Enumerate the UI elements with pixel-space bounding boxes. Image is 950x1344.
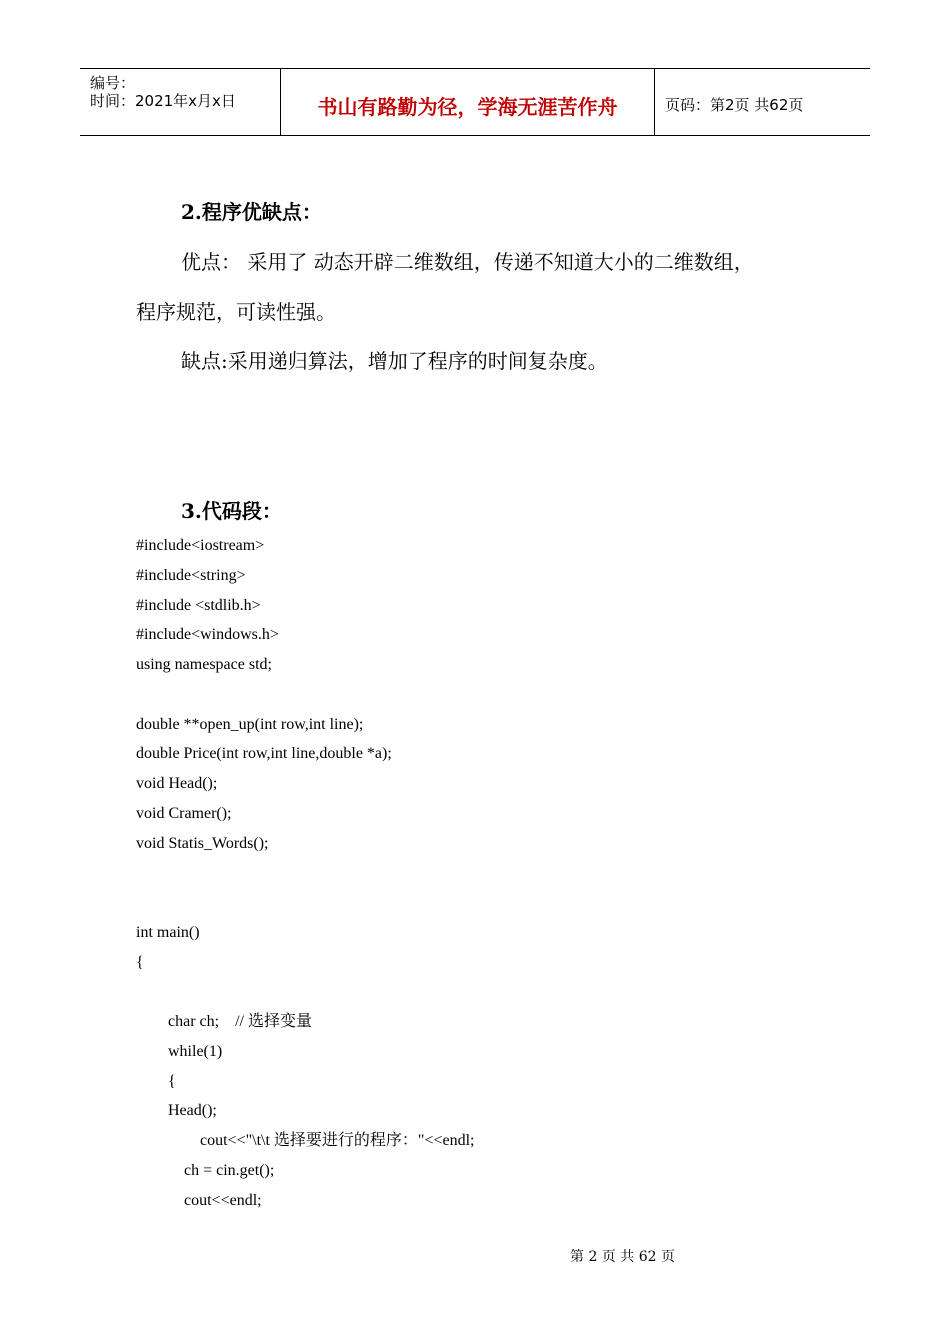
code-line: void Cramer(); bbox=[136, 804, 232, 822]
code-line: #include<windows.h> bbox=[136, 626, 279, 644]
code-line: #include<string> bbox=[136, 566, 246, 584]
code-line bbox=[136, 680, 836, 710]
code-line: void Head(); bbox=[136, 775, 218, 792]
page-header bbox=[80, 68, 870, 136]
section3-title: 3.代码段： bbox=[181, 499, 282, 523]
code-line bbox=[136, 858, 836, 888]
code-line: #include <stdlib.h> bbox=[136, 596, 261, 614]
code-line: ch = cin.get(); bbox=[136, 1161, 275, 1179]
code-line: using namespace std; bbox=[136, 656, 272, 673]
code-block bbox=[136, 531, 836, 1215]
code-line: int main() bbox=[136, 923, 200, 941]
pros-line-2: 程序规范，可读性强。 bbox=[136, 300, 336, 324]
code-line: #include<iostream> bbox=[136, 537, 265, 554]
section2-title: 2.程序优缺点： bbox=[181, 200, 322, 224]
code-line: { bbox=[136, 1072, 176, 1090]
code-line bbox=[136, 888, 836, 918]
cons-line: 缺点:采用递归算法，增加了程序的时间复杂度。 bbox=[181, 349, 608, 373]
header-page-cell bbox=[655, 69, 870, 135]
header-page-label: 页码：第2页 共62页 bbox=[665, 96, 804, 114]
code-line: void Statis_Words(); bbox=[136, 834, 269, 852]
page-footer: 第 2 页 共 62 页 bbox=[570, 1249, 675, 1265]
header-motto-cell bbox=[281, 69, 655, 135]
pros-line-1: 优点： 采用了 动态开辟二维数组，传递不知道大小的二维数组， bbox=[181, 250, 754, 274]
code-line: cout<<"\t\t 选择要进行的程序："<<endl; bbox=[136, 1132, 475, 1149]
code-line bbox=[136, 977, 836, 1007]
code-line: while(1) bbox=[136, 1042, 223, 1060]
code-line: { bbox=[136, 953, 144, 971]
code-line: double Price(int row,int line,double *a); bbox=[136, 745, 392, 763]
code-line: double **open_up(int row,int line); bbox=[136, 715, 364, 733]
code-line: char ch; // 选择变量 bbox=[136, 1013, 312, 1030]
code-line: Head(); bbox=[136, 1102, 217, 1120]
header-time-label: 时间：2021年x月x日 bbox=[90, 92, 236, 110]
header-info-cell bbox=[80, 69, 281, 135]
header-motto: 书山有路勤为径，学海无涯苦作舟 bbox=[317, 95, 618, 119]
code-line: cout<<endl; bbox=[136, 1191, 262, 1209]
header-number-label: 编号： bbox=[90, 74, 136, 92]
